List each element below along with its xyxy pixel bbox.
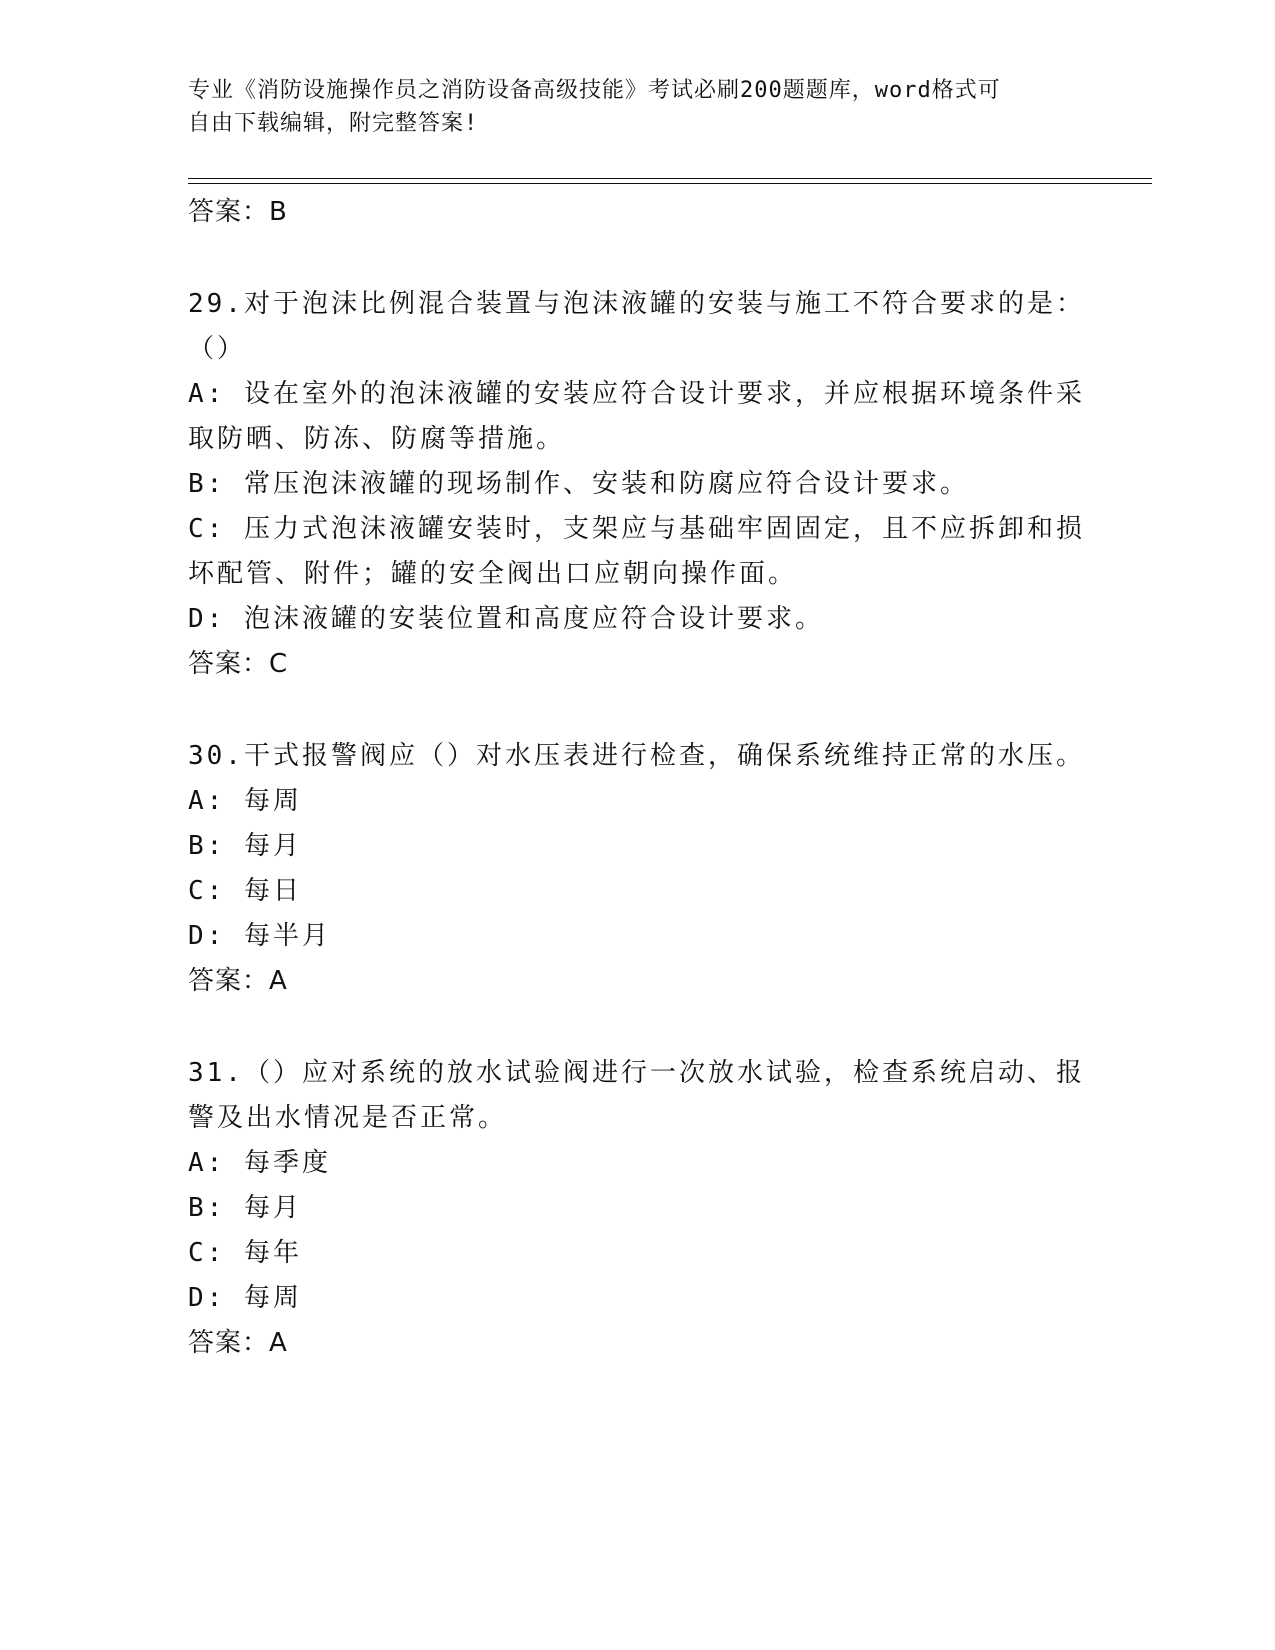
question-29-answer: 答案：C	[188, 649, 289, 679]
question-29-stem-line-2: （）	[188, 334, 247, 364]
question-29-option-a: A: 设在室外的泡沫液罐的安装应符合设计要求，并应根据环境条件采	[188, 379, 1085, 409]
question-30-answer: 答案：A	[188, 966, 288, 996]
question-30-option-d: D: 每半月	[188, 921, 331, 951]
question-31-stem-line-2: 警及出水情况是否正常。	[188, 1103, 508, 1133]
header-line-2: 自由下载编辑，附完整答案!	[188, 111, 479, 136]
question-30-option-b: B: 每月	[188, 831, 302, 861]
question-29-option-d: D: 泡沫液罐的安装位置和高度应符合设计要求。	[188, 604, 824, 634]
question-29-option-b: B: 常压泡沫液罐的现场制作、安装和防腐应符合设计要求。	[188, 469, 969, 499]
question-31-answer: 答案：A	[188, 1328, 288, 1358]
question-29-option-a-cont: 取防晒、防冻、防腐等措施。	[188, 424, 566, 454]
question-31-option-d: D: 每周	[188, 1283, 302, 1313]
question-29	[188, 282, 1088, 687]
question-29-stem-line-1: 29.对于泡沫比例混合装置与泡沫液罐的安装与施工不符合要求的是：	[188, 289, 1085, 319]
question-30-option-a: A: 每周	[188, 786, 302, 816]
document-header	[188, 74, 1068, 140]
question-31-option-c: C: 每年	[188, 1238, 302, 1268]
question-30	[188, 734, 1088, 1004]
question-list	[188, 190, 1088, 1366]
previous-answer: 答案：B	[188, 197, 288, 227]
question-31-option-a: A: 每季度	[188, 1148, 331, 1178]
question-29-option-c-cont: 坏配管、附件；罐的安全阀出口应朝向操作面。	[188, 559, 798, 589]
question-30-option-c: C: 每日	[188, 876, 302, 906]
question-29-option-c: C: 压力式泡沫液罐安装时，支架应与基础牢固固定，且不应拆卸和损	[188, 514, 1085, 544]
header-line-1: 专业《消防设施操作员之消防设备高级技能》考试必刷200题题库，word格式可	[188, 78, 1001, 103]
question-31	[188, 1051, 1088, 1366]
question-30-stem-line-1: 30.干式报警阀应（）对水压表进行检查，确保系统维持正常的水压。	[188, 741, 1085, 771]
question-31-stem-line-1: 31.（）应对系统的放水试验阀进行一次放水试验，检查系统启动、报	[188, 1058, 1085, 1088]
header-divider	[188, 178, 1152, 184]
question-31-option-b: B: 每月	[188, 1193, 302, 1223]
